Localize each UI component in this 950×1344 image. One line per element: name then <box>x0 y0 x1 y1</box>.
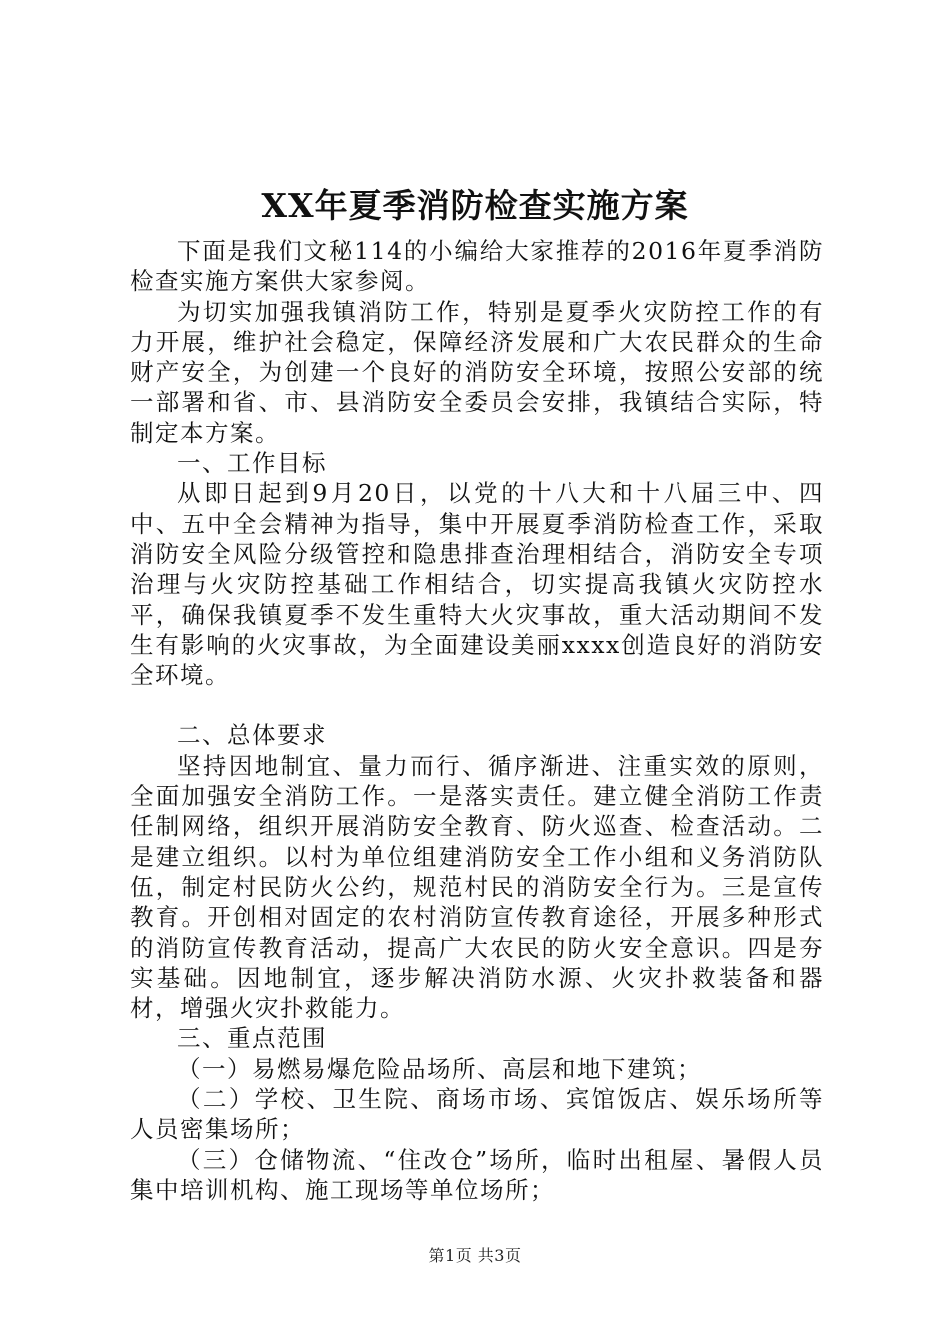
section-heading-scope: 三、重点范围 <box>177 1024 327 1053</box>
document-body <box>130 236 824 1205</box>
section-heading-requirements: 二、总体要求 <box>177 721 327 750</box>
page-footer: 第1页 共3页 <box>428 1246 522 1265</box>
scope-item-3: （三）仓储物流、“住改仓”场所，临时出租屋、暑假人员集中培训机构、施工现场等单位场所； <box>130 1145 824 1204</box>
preface-paragraph: 为切实加强我镇消防工作，特别是夏季火灾防控工作的有力开展，维护社会稳定，保障经济发展和广大农民群众的生命财产安全，为创建一个良好的消防安全环境，按照公安部的统一部署和省、市、县消防安全委员会安排，我镇结合实际，特制定本方案。 <box>130 297 824 447</box>
scope-item-2: （二）学校、卫生院、商场市场、宾馆饭店、娱乐场所等人员密集场所； <box>130 1085 824 1144</box>
section-heading-goals: 一、工作目标 <box>177 449 327 478</box>
section-text-goals: 从即日起到9月20日，以党的十八大和十八届三中、四中、五中全会精神为指导，集中开展夏季消防检查工作，采取消防安全风险分级管控和隐患排查治理相结合，消防安全专项治理与火灾防控基础工作相结合，切实提高我镇火灾防控水平，确保我镇夏季不发生重特大火灾事故，重大活动期间不发生有影响的火灾事故，为全面建设美丽xxxx创造良好的消防安全环境。 <box>130 479 824 690</box>
section-text-requirements: 坚持因地制宜、量力而行、循序渐进、注重实效的原则，全面加强安全消防工作。一是落实责任。建立健全消防工作责任制网络，组织开展消防安全教育、防火巡查、检查活动。二是建立组织。以村为单位组建消防安全工作小组和义务消防队伍，制定村民防火公约，规范村民的消防安全行为。三是宣传教育。开创相对固定的农村消防宣传教育途径，开展多种形式的消防宣传教育活动，提高广大农民的防火安全意识。四是夯实基础。因地制宜，逐步解决消防水源、火灾扑救装备和器材，增强火灾扑救能力。 <box>130 751 824 1023</box>
document-title: XX年夏季消防检查实施方案 <box>261 186 689 225</box>
scope-item-1: （一）易燃易爆危险品场所、高层和地下建筑； <box>177 1054 702 1083</box>
intro-paragraph: 下面是我们文秘114的小编给大家推荐的2016年夏季消防检查实施方案供大家参阅。 <box>130 237 824 296</box>
